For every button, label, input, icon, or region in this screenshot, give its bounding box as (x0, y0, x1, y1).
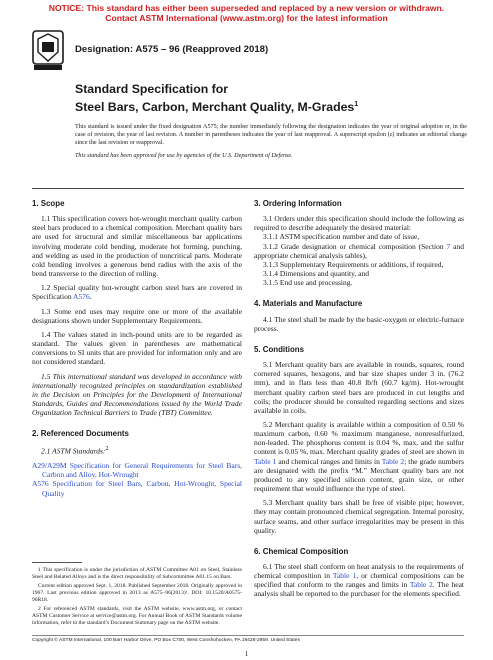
document-title (75, 82, 358, 115)
footnote-divider (32, 562, 82, 563)
astm-international-logo-icon (32, 30, 64, 72)
right-column (254, 199, 464, 604)
paragraph-1-5: 1.5 This international standard was developed in accordance with internationally recognized principles on standardization established in the Decision on Principles for the Development of International Standards, Guides and Recommendations issued by the World Trade Organization Technical Barriers to Trade (TBT) Committee. (32, 371, 242, 418)
page-number: 1 (244, 650, 249, 658)
paragraph-5-3: 5.3 Merchant quality bars shall be free of visible pipe; however, they may contain pronounced chemical segregation. Internal porosity, surface seams, and other surface irregularities may be present in this quality. (254, 498, 464, 535)
paragraph-4-1: 4.1 The steel shall be made by the basic-oxygen or electric-furnace process. (254, 314, 464, 333)
p3-1-2-end: and appropriate chemical analysis tables), (254, 241, 464, 260)
left-column (32, 199, 242, 498)
p3-1-2-text: 3.1.2 Grade designation or chemical composition (Section (263, 241, 447, 251)
link-table-2[interactable]: Table 2 (381, 456, 405, 466)
p6-1-b: , or chemical compositions can be specified that conform to the ranges and limits in (254, 571, 464, 590)
withdrawn-notice (0, 3, 493, 23)
reference-a576-title[interactable]: Specification for Steel Bars, Carbon, Hot-Wrought, Special Quality (42, 479, 242, 498)
paragraph-3-1-2 (254, 242, 464, 260)
paragraph-2-1 (32, 444, 242, 456)
link-table-2-b[interactable]: Table 2 (409, 580, 433, 590)
designation: Designation: A575 – 96 (Reapproved 2018) (75, 44, 269, 55)
p6-1-c: . The heat analysis shall be reported to the purchaser for the elements specified. (254, 580, 464, 599)
notice-line-1: NOTICE: This standard has either been superseded and replaced by a new version or withdrawn. (48, 3, 445, 13)
p6-1-a: 6.1 The steel shall conform on heat analysis to the requirements of chemical composition in (254, 562, 464, 581)
section-referenced-documents-heading: 2. Referenced Documents (32, 429, 129, 439)
paragraph-3-1-5: 3.1.5 End use and processing. (263, 278, 353, 288)
section-ordering-heading: 3. Ordering Information (254, 199, 342, 208)
footnote-1-edition: Current edition approved Sept. 1, 2018. Published September 2018. Originally approved in 1967. Last previous edition approved in 2013 as A575–96(2013)¹. DOI: 10.1520/A0575-96R18. (32, 583, 242, 603)
paragraph-1-2 (32, 283, 242, 301)
link-a576[interactable]: A576 (73, 292, 90, 302)
section-conditions-heading: 5. Conditions (254, 344, 304, 354)
link-section-7[interactable]: 7 (446, 241, 451, 251)
footnotes (32, 562, 242, 629)
astm-standards-label: 2.1 ASTM Standards: (41, 446, 106, 456)
paragraph-1-4: 1.4 The values stated in inch-pound units are to be regarded as standard. The values given in parentheses are mathematical conversions to SI units that are provided for information only and are not considered standard. (32, 329, 242, 367)
p1-2-text: 1.2 Special quality hot-wrought carbon steel bars are covered in Specification (32, 283, 242, 302)
paragraph-3-1-3: 3.1.3 Supplementary Requirements or additions, if required, (263, 259, 444, 269)
issued-note: This standard is issued under the fixed designation A575; the number immediately following the designation indicates the year of original adoption or, in the case of revision, the year of last revision. A number in parentheses indicates the year of last reapproval. A superscript epsilon (ε) indicates an editorial change since the last revision or reapproval. (75, 124, 467, 146)
standard-intro (75, 124, 467, 161)
paragraph-3-1-1: 3.1.1 ASTM specification number and date of issue, (263, 232, 420, 242)
p5-2-a: 5.2 Merchant quality is available within a composition of 0.50 % maximum carbon, 0.60 % maximum manganese, nonresulfurized, non-leaded. The phosphorus content is 0.04 %, max, and the sulfur content is 0.05 %, max. Merchant quality grades of steel are shown in (254, 419, 464, 457)
section-chemical-composition-heading: 6. Chemical Composition (254, 546, 349, 556)
link-table-1-b[interactable]: Table 1 (332, 571, 357, 581)
link-a576-ref[interactable]: A576 (32, 479, 49, 489)
section-materials-heading: 4. Materials and Manufacture (254, 299, 363, 309)
link-a29-a29m[interactable]: A29/A29M (32, 461, 67, 471)
approval-note: This standard has been approved for use by agencies of the U.S. Department of Defense. (75, 153, 293, 160)
footer-divider (32, 635, 464, 636)
header-divider (32, 188, 464, 189)
link-table-1[interactable]: Table 1 (254, 456, 277, 466)
paragraph-6-1 (254, 562, 464, 599)
p1-2-end: . (89, 292, 92, 302)
footnote-1: 1 This specification is under the jurisdiction of ASTM Committee A01 on Steel, Stainless Steel and Related Alloys and is the direct responsibility of Subcommittee A01.15 on Bars. (32, 567, 242, 580)
p5-2-c: ; the grade numbers are designated with the prefix “M.” Merchant quality bars are not produced to any specified silicon content, grain size, or other requirement that would influence the type of steel. (254, 456, 464, 494)
title-main: Steel Bars, Carbon, Merchant Quality, M-Grades (75, 100, 355, 114)
notice-line-2: Contact ASTM International (www.astm.org) for the latest information (105, 13, 388, 23)
paragraph-1-3: 1.3 Some end uses may require one or more of the available designations shown under Supplementary Requirements. (32, 306, 242, 325)
reference-a29-title[interactable]: Specification for General Requirements for Steel Bars, Carbon and Alloy, Hot-Wrought (42, 461, 242, 480)
p5-2-b: and chemical ranges and limits in (276, 456, 382, 466)
title-footnote-ref: 1 (354, 101, 359, 108)
paragraph-5-2 (254, 420, 464, 493)
copyright-line: Copyright © ASTM International, 100 Barr Harbor Drive, PO Box C700, West Conshohocken, PA 19428-2959. United States (32, 638, 300, 643)
paragraph-3-1: 3.1 Orders under this specification should include the following as required to describe adequately the desired material: (254, 214, 464, 233)
reference-a576 (32, 479, 242, 497)
section-scope-heading: 1. Scope (32, 199, 65, 208)
reference-a29 (32, 461, 242, 479)
paragraph-5-1: 5.1 Merchant quality bars are available in rounds, squares, round cornered squares, hexagons, and bar size shapes under 3 in. (76.2 mm), and in flats less than 40.8 lb/ft (60.7 kg/m). Hot-wrought merchant quality carbon steel bars are produced in cut lengths and coils; the producer should be consulted regarding sections and sizes available in coils. (254, 360, 464, 415)
paragraph-1-1: 1.1 This specification covers hot-wrought merchant quality carbon steel bars produced to a chemical composition. Merchant quality bars are used for structural and similar miscellaneous bar applications involving moderate cold bending, moderate hot forming, punching, and welding as used in the production of noncritical parts. Moderate cold bending involves a generous bend radius with the axis of the bend transverse to the direction of rolling. (32, 214, 242, 279)
footnote-2: 2 For referenced ASTM standards, visit the ASTM website, www.astm.org, or contact ASTM Customer Service at service@astm.org. For Annual Book of ASTM Standards volume information, refer to the standard’s Document Summary page on the ASTM website. (32, 606, 242, 626)
paragraph-3-1-4: 3.1.4 Dimensions and quantity, and (263, 269, 369, 279)
title-line-1: Standard Specification for (75, 82, 229, 96)
footnote-ref-2: 2 (105, 445, 109, 453)
title-line-2 (75, 97, 358, 115)
